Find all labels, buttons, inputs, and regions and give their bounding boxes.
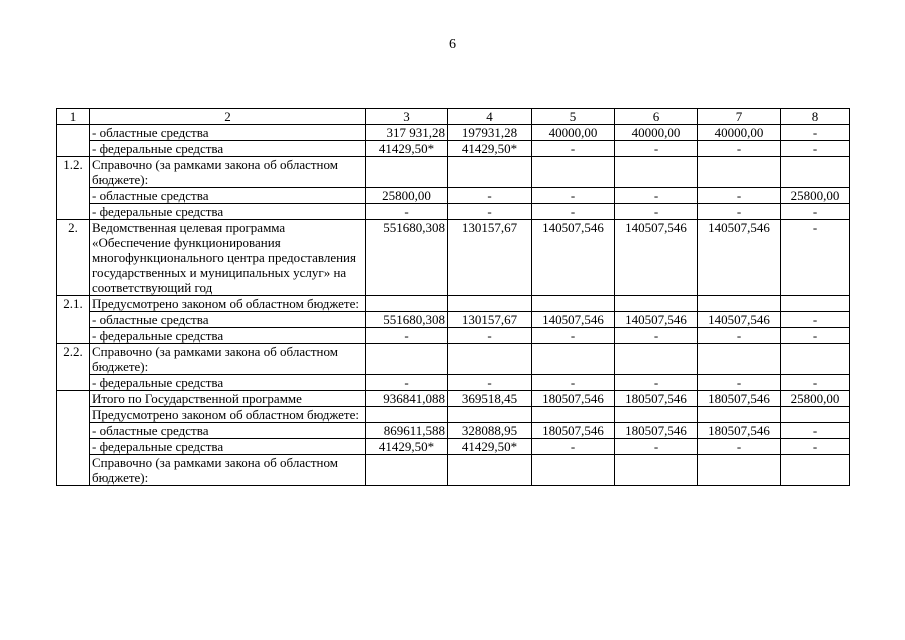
value-cell: 180507,546 [532,391,615,407]
value-cell [366,455,448,486]
value-cell: 180507,546 [615,423,698,439]
table-row [57,391,850,407]
value-cell [532,455,615,486]
value-cell [532,157,615,188]
value-cell [615,344,698,375]
value-cell: 140507,546 [532,220,615,296]
value-cell: - [781,328,850,344]
header-cell: 3 [366,109,448,125]
value-cell [698,455,781,486]
value-cell: - [615,188,698,204]
row-description: - областные средства [90,312,366,328]
table-row [57,157,850,188]
row-description: Итого по Государственной программе [90,391,366,407]
row-description: Предусмотрено законом об областном бюджете: [90,407,366,423]
table-row [57,141,850,157]
value-cell: - [698,439,781,455]
header-cell: 5 [532,109,615,125]
value-cell [698,344,781,375]
value-cell: 41429,50* [448,141,532,157]
value-cell: 140507,546 [698,220,781,296]
value-cell [698,157,781,188]
value-cell [366,296,448,312]
value-cell [532,296,615,312]
value-cell [532,407,615,423]
value-cell [532,344,615,375]
table-row [57,296,850,312]
value-cell [448,455,532,486]
value-cell [448,344,532,375]
row-number [57,125,90,157]
value-cell: 197931,28 [448,125,532,141]
table-row [57,188,850,204]
value-cell: - [448,188,532,204]
table-row [57,220,850,296]
value-cell [615,407,698,423]
value-cell [781,455,850,486]
value-cell: 41429,50* [448,439,532,455]
table-row [57,312,850,328]
value-cell [615,157,698,188]
value-cell: 40000,00 [532,125,615,141]
value-cell: - [448,375,532,391]
value-cell: - [532,204,615,220]
row-description: - областные средства [90,125,366,141]
value-cell: 180507,546 [698,391,781,407]
value-cell [698,296,781,312]
table-row [57,407,850,423]
value-cell: - [615,375,698,391]
row-description: - федеральные средства [90,204,366,220]
value-cell: - [532,439,615,455]
row-description: - федеральные средства [90,375,366,391]
value-cell: 25800,00 [366,188,448,204]
value-cell: - [532,141,615,157]
value-cell: - [366,204,448,220]
row-description: Справочно (за рамками закона об областном бюджете): [90,455,366,486]
table-row [57,328,850,344]
value-cell: - [448,204,532,220]
value-cell [698,407,781,423]
value-cell: - [698,141,781,157]
row-description: Справочно (за рамками закона об областном бюджете): [90,344,366,375]
header-cell: 4 [448,109,532,125]
value-cell: 25800,00 [781,188,850,204]
header-row [57,109,850,125]
value-cell: 551680,308 [366,312,448,328]
value-cell: 869611,588 [366,423,448,439]
row-description: Предусмотрено законом об областном бюджете: [90,296,366,312]
value-cell: 40000,00 [698,125,781,141]
value-cell: - [698,188,781,204]
value-cell: - [366,328,448,344]
value-cell [366,407,448,423]
value-cell [781,157,850,188]
value-cell: 140507,546 [615,312,698,328]
budget-table [56,108,850,486]
value-cell: - [448,328,532,344]
table-row [57,375,850,391]
value-cell [448,296,532,312]
value-cell: 41429,50* [366,439,448,455]
row-description: - областные средства [90,423,366,439]
value-cell: 317 931,28 [366,125,448,141]
table-row [57,455,850,486]
value-cell [781,407,850,423]
value-cell: - [698,204,781,220]
value-cell: - [698,375,781,391]
value-cell: - [532,188,615,204]
value-cell: - [781,220,850,296]
value-cell: - [781,204,850,220]
table-row [57,344,850,375]
value-cell: - [781,125,850,141]
value-cell: - [615,328,698,344]
header-cell: 6 [615,109,698,125]
value-cell: 180507,546 [615,391,698,407]
row-number: 1.2. [57,157,90,220]
value-cell: 130157,67 [448,312,532,328]
value-cell: - [781,375,850,391]
value-cell [615,296,698,312]
value-cell [366,157,448,188]
value-cell: 140507,546 [698,312,781,328]
value-cell: - [366,375,448,391]
row-description: - федеральные средства [90,141,366,157]
value-cell: - [698,328,781,344]
table-row [57,204,850,220]
value-cell: 328088,95 [448,423,532,439]
row-description: Ведомственная целевая программа «Обеспечение функционирования многофункционального центра предоставления государственных и муниципальных услуг» на соответствующий год [90,220,366,296]
row-description: Справочно (за рамками закона об областном бюджете): [90,157,366,188]
row-number: 2.1. [57,296,90,344]
value-cell: - [532,328,615,344]
value-cell: 936841,088 [366,391,448,407]
value-cell: 551680,308 [366,220,448,296]
row-number [57,391,90,486]
value-cell: - [615,439,698,455]
value-cell: - [781,312,850,328]
value-cell: 140507,546 [532,312,615,328]
value-cell [781,296,850,312]
page-number: 6 [449,37,456,52]
value-cell [448,407,532,423]
value-cell: - [781,439,850,455]
value-cell: 130157,67 [448,220,532,296]
table-row [57,439,850,455]
value-cell [448,157,532,188]
value-cell: 180507,546 [532,423,615,439]
value-cell: 369518,45 [448,391,532,407]
value-cell: - [781,141,850,157]
row-number: 2.2. [57,344,90,391]
value-cell: - [781,423,850,439]
row-description: - федеральные средства [90,328,366,344]
value-cell: - [532,375,615,391]
value-cell: - [615,141,698,157]
value-cell: 40000,00 [615,125,698,141]
value-cell: 140507,546 [615,220,698,296]
header-cell: 7 [698,109,781,125]
row-number: 2. [57,220,90,296]
table-row [57,423,850,439]
table-row [57,125,850,141]
value-cell: - [615,204,698,220]
value-cell [781,344,850,375]
row-description: - федеральные средства [90,439,366,455]
header-cell: 1 [57,109,90,125]
row-description: - областные средства [90,188,366,204]
value-cell: 25800,00 [781,391,850,407]
header-cell: 2 [90,109,366,125]
value-cell [615,455,698,486]
value-cell [366,344,448,375]
header-cell: 8 [781,109,850,125]
value-cell: 180507,546 [698,423,781,439]
value-cell: 41429,50* [366,141,448,157]
